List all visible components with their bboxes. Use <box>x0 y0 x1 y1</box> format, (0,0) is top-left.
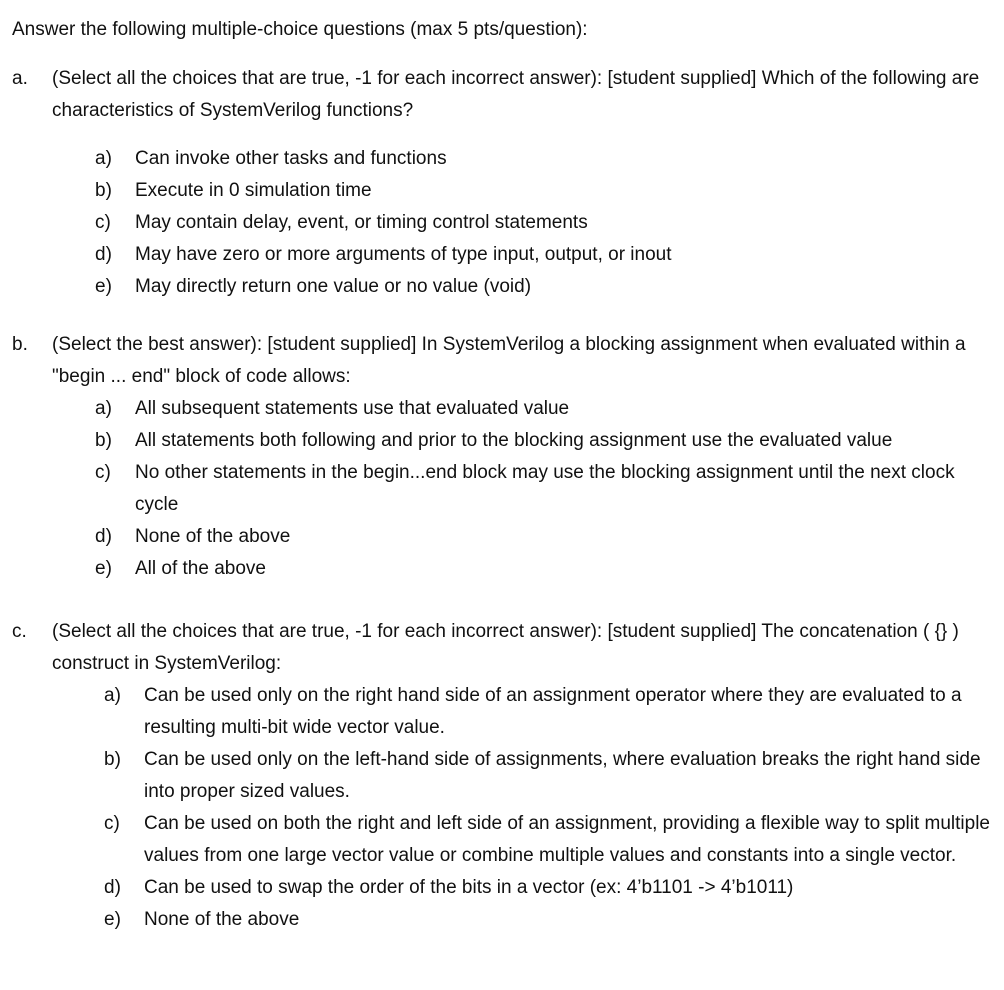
option-text: May directly return one value or no value (void) <box>135 276 532 297</box>
option-letter: a) <box>104 685 121 706</box>
option-letter: e) <box>104 909 121 930</box>
option-c <box>12 457 994 521</box>
option-letter: a) <box>95 148 112 169</box>
option-letter: c) <box>95 462 111 483</box>
option-text: Can be used only on the left-hand side of assignments, where evaluation breaks the right hand side into proper sized values. <box>144 749 981 802</box>
option-text: Can be used to swap the order of the bits in a vector (ex: 4’b1101 -> 4’b1011) <box>144 877 794 898</box>
option-letter: c) <box>104 813 120 834</box>
options-list <box>12 680 994 936</box>
option-letter: d) <box>95 526 112 547</box>
option-c <box>12 207 994 239</box>
option-e <box>12 904 994 936</box>
option-c <box>12 808 994 872</box>
option-text: All subsequent statements use that evaluated value <box>135 398 570 419</box>
question-letter: a. <box>12 68 28 89</box>
option-text: None of the above <box>144 909 300 930</box>
option-letter: e) <box>95 558 112 579</box>
option-letter: d) <box>104 877 121 898</box>
option-text: No other statements in the begin...end block may use the blocking assignment until the next clock cycle <box>135 462 955 515</box>
option-text: None of the above <box>135 526 291 547</box>
option-text: Execute in 0 simulation time <box>135 180 372 201</box>
option-letter: a) <box>95 398 112 419</box>
question-text: (Select the best answer): [student supplied] In SystemVerilog a blocking assignment when evaluated within a "begin ... end" block of code allows: <box>52 334 966 387</box>
option-text: All of the above <box>135 558 266 579</box>
option-e <box>12 271 994 303</box>
option-d <box>12 521 994 553</box>
options-list <box>12 143 994 303</box>
option-a <box>12 680 994 744</box>
option-b <box>12 175 994 207</box>
option-letter: c) <box>95 212 111 233</box>
option-letter: e) <box>95 276 112 297</box>
option-text: Can invoke other tasks and functions <box>135 148 447 169</box>
option-text: Can be used on both the right and left side of an assignment, providing a flexible way to split multiple values from one large vector value or combine multiple values and constants into a single vector. <box>144 813 991 866</box>
instructions: Answer the following multiple-choice questions (max 5 pts/question): <box>12 19 588 40</box>
option-b <box>12 744 994 808</box>
option-letter: b) <box>95 180 112 201</box>
option-text: May have zero or more arguments of type input, output, or inout <box>135 244 672 265</box>
option-letter: b) <box>104 749 121 770</box>
option-d <box>12 872 994 904</box>
question-b <box>12 329 994 585</box>
question-header <box>12 329 994 393</box>
options-list <box>12 393 994 585</box>
option-text: Can be used only on the right hand side of an assignment operator where they are evaluated to a resulting multi-bit wide vector value. <box>144 685 962 738</box>
option-b <box>12 425 994 457</box>
question-letter: b. <box>12 334 28 355</box>
question-header <box>12 63 994 127</box>
question-text: (Select all the choices that are true, -1 for each incorrect answer): [student supplied] Which of the following are characteristics of SystemVerilog functions? <box>52 68 980 121</box>
option-a <box>12 143 994 175</box>
question-text: (Select all the choices that are true, -1 for each incorrect answer): [student supplied] The concatenation ( {} ) construct in SystemVerilog: <box>52 621 959 674</box>
question-a <box>12 63 994 303</box>
option-letter: b) <box>95 430 112 451</box>
option-a <box>12 393 994 425</box>
option-d <box>12 239 994 271</box>
question-header <box>12 616 994 680</box>
option-text: May contain delay, event, or timing control statements <box>135 212 588 233</box>
question-c <box>12 616 994 936</box>
question-letter: c. <box>12 621 27 642</box>
option-text: All statements both following and prior to the blocking assignment use the evaluated value <box>135 430 893 451</box>
option-letter: d) <box>95 244 112 265</box>
option-e <box>12 553 994 585</box>
